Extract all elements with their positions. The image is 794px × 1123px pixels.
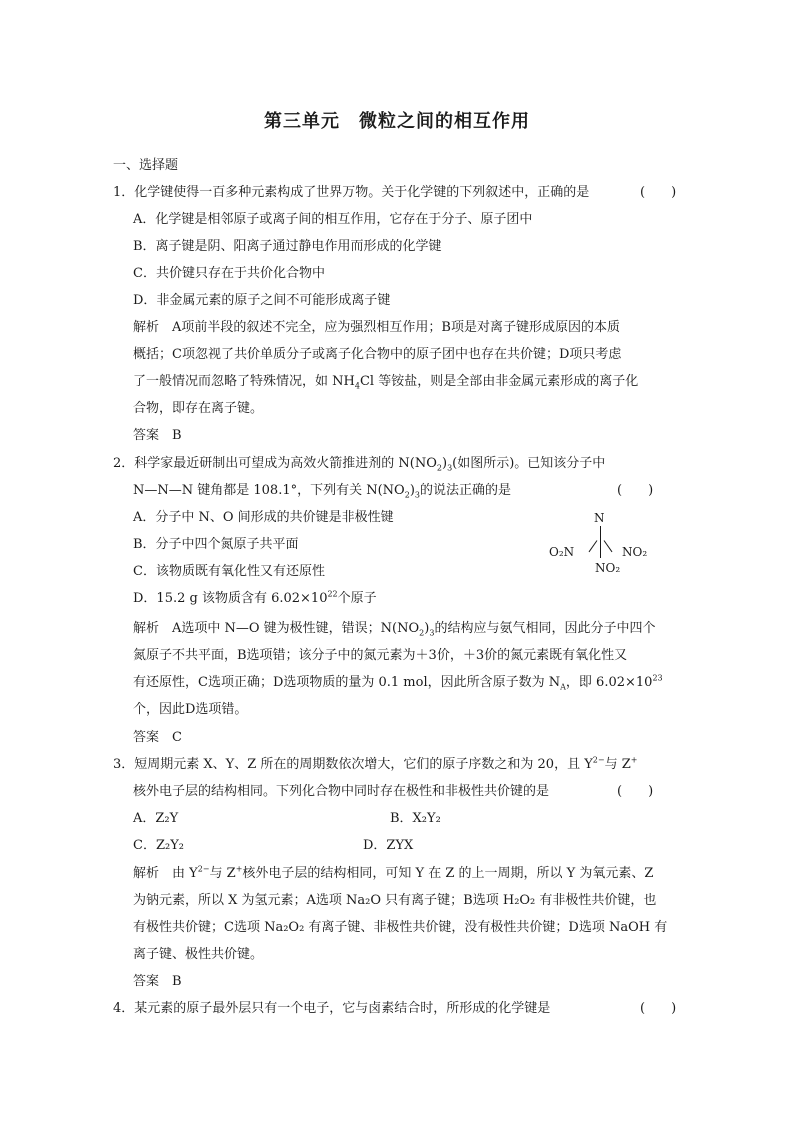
q1-analysis-line: 概括；C项忽视了共价单质分子或离子化合物中的原子团中也存在共价键；D项只考虑 [133, 347, 622, 362]
q3-stem: 3．短周期元素 X、Y、Z 所在的周期数依次增大，它们的原子序数之和为 20，且 $Y^{2-}$与 Z+ [113, 755, 638, 772]
q3-analysis-line: 为钠元素，所以 X 为氢元素；A选项 Na₂O 只有离子键；B选项 H₂O₂ 有非极性共价键，也 [133, 893, 657, 908]
q2-option-a: A．分子中 N、O 间形成的共价键是非极性键 [133, 510, 394, 525]
section-heading: 一、选择题 [113, 158, 179, 173]
q3-analysis-line: 解析 由 $Y^{2-}$与 Z+核外电子层的结构相同，可知 Y 在 Z 的上一周期，所以 Y 为氧元素、Z [133, 864, 654, 881]
q2-analysis-line: 解析 A选项中 N—O 键为极性键，错误；$N(NO_2)_3$的结构应与氨气相同，因此分子中四个 [133, 621, 656, 638]
q3-option-d: D．ZYX [363, 838, 414, 853]
molecule-left-no2: O₂N [549, 545, 575, 559]
q2-answer-paren: ( ) [617, 483, 654, 498]
q2-option-c: C．该物质既有氧化性又有还原性 [133, 564, 325, 579]
q2-analysis-line: 氮原子不共平面，B选项错；该分子中的氮元素为＋3价，＋3价的氮元素既有氧化性又 [133, 648, 628, 663]
q2-analysis-line: 有还原性，C选项正确；D选项物质的量为 0.1 mol，因此所含原子数为 $N_A$，即 $6.02\times 10^{23}$ [133, 673, 663, 692]
q1-option-a: A．化学键是相邻原子或离子间的相互作用，它存在于分子、原子团中 [133, 212, 533, 227]
page-title: 第三单元 微粒之间的相互作用 [264, 111, 530, 132]
q1-analysis-line: 解析 A项前半段的叙述不完全，应为强烈相互作用；B项是对离子键形成原因的本质 [133, 320, 620, 335]
q1-answer: 答案 B [133, 428, 182, 443]
q2-analysis-line: 个，因此D选项错。 [133, 702, 248, 717]
q1-analysis-line: 合物，即存在离子键。 [133, 401, 264, 416]
q3-answer: 答案 B [133, 974, 182, 989]
q3-option-c: C．Z₂Y₂ [133, 838, 184, 853]
molecule-right-no2: NO₂ [622, 545, 648, 559]
q1-option-c: C．共价键只存在于共价化合物中 [133, 266, 325, 281]
q1-stem: 1．化学键使得一百多种元素构成了世界万物。关于化学键的下列叙述中，正确的是 [113, 185, 590, 200]
q3-analysis-line: 离子键、极性共价键。 [133, 947, 264, 962]
q2-option-d: D．15.2 g 该物质含有 $6.02\times 10^{22}$个原子 [133, 589, 377, 606]
molecule-structure-diagram [545, 510, 660, 580]
q1-option-d: D．非金属元素的原子之间不可能形成离子键 [133, 293, 391, 308]
q1-analysis-line: 了一般情况而忽略了特殊情况，如 $NH_4Cl$ 等铵盐，则是全部由非金属元素形成的离子化 [133, 374, 639, 391]
q2-stem: 2．科学家最近研制出可望成为高效火箭推进剂的 $N(NO_2)_3$(如图所示)。已知该分子中 [113, 456, 606, 473]
q3-analysis-line: 有极性共价键；C选项 Na₂O₂ 有离子键、非极性共价键，没有极性共价键；D选项 NaOH 有 [133, 920, 668, 935]
q2-stem-line2: N—N—N 键角都是 108.1°，下列有关 $N(NO_2)_3$的说法正确的是 [133, 483, 511, 500]
molecule-bond-down [600, 526, 601, 558]
q3-option-a: A．Z₂Y [133, 811, 179, 826]
molecule-central-n: N [594, 511, 605, 525]
q1-answer-paren: ( ) [640, 185, 677, 200]
q3-option-b: B．X₂Y₂ [390, 811, 441, 826]
q4-answer-paren: ( ) [640, 1001, 677, 1016]
q2-option-b: B．分子中四个氮原子共平面 [133, 537, 299, 552]
q4-stem: 4．某元素的原子最外层只有一个电子，它与卤素结合时，所形成的化学键是 [113, 1001, 551, 1016]
molecule-bond-right [604, 540, 613, 552]
molecule-bond-left [589, 540, 598, 552]
molecule-bottom-no2: NO₂ [595, 561, 621, 575]
q3-stem-line2: 核外电子层的结构相同。下列化合物中同时存在极性和非极性共价键的是 [133, 784, 550, 799]
q3-answer-paren: ( ) [617, 784, 654, 799]
q2-answer: 答案 C [133, 730, 182, 745]
q1-option-b: B．离子键是阴、阳离子通过静电作用而形成的化学键 [133, 239, 442, 254]
